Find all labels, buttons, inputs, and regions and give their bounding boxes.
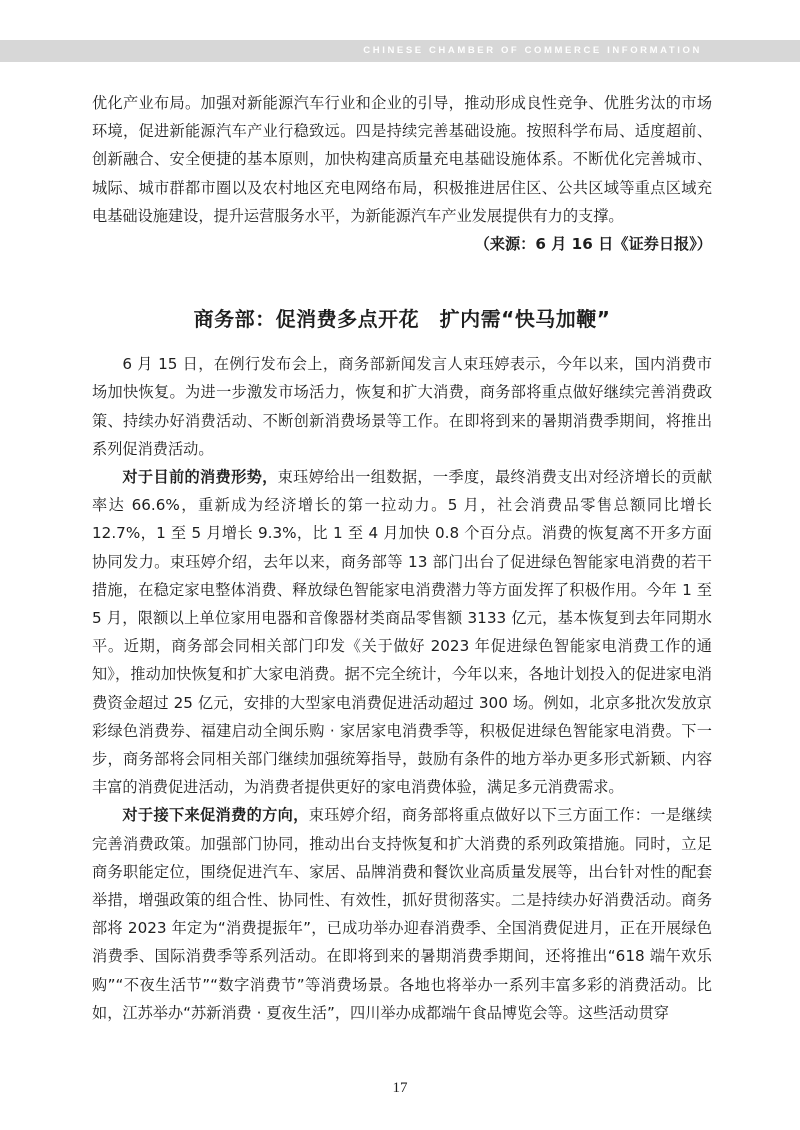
- page-number: 17: [392, 1080, 408, 1096]
- page-content: [92, 89, 712, 1027]
- paragraph-text: 6 月 15 日，在例行发布会上，商务部新闻发言人束珏婷表示，今年以来，国内消费市场加快恢复。为进一步激发市场活力，恢复和扩大消费，商务部将重点做好继续完善消费政策、持续办好消费活动、不断创新消费场景等工作。在即将到来的暑期消费季期间，将推出系列促消费活动。: [92, 355, 712, 458]
- article-paragraph-2: [92, 463, 712, 801]
- article-source: （来源：6 月 16 日《证券日报》）: [474, 235, 712, 254]
- article-paragraph-1: [92, 350, 712, 463]
- paragraph-lead: 对于目前的消费形势，: [122, 468, 278, 487]
- article-paragraph-3: [92, 801, 712, 1027]
- running-header: CHINESE CHAMBER OF COMMERCE INFORMATION: [363, 45, 702, 56]
- paragraph-lead: 对于接下来促消费的方向，: [122, 806, 309, 825]
- paragraph-text: 束珏婷介绍，商务部将重点做好以下三方面工作：一是继续完善消费政策。加强部门协同，推动出台支持恢复和扩大消费的系列政策措施。同时，立足商务职能定位，围绕促进汽车、家居、品牌消费和餐饮业高质量发展等，出台针对性的配套举措，增强政策的组合性、协同性、有效性，抓好贯彻落实。二是持续办好消费活动。商务部将 2023 年定为“消费提振年”，已成功举办迎春消费季、全国消费促进月，正在开展绿色消费季、国际消费季等系列活动。在即将到来的暑期消费季期间，还将推出“618 端午欢乐购”“不夜生活节”“数字消费节”等消费场景。各地也将举办一系列丰富多彩的消费活动。比如，江苏举办“苏新消费 · 夏夜生活”，四川举办成都端午食品博览会等。这些活动贯穿: [92, 806, 713, 1022]
- previous-article-tail: 优化产业布局。加强对新能源汽车行业和企业的引导，推动形成良性竞争、优胜劣汰的市场环境，促进新能源汽车产业行稳致远。四是持续完善基础设施。按照科学布局、适度超前、创新融合、安全便捷的基本原则，加快构建高质量充电基础设施体系。不断优化完善城市、城际、城市群都市圈以及农村地区充电网络布局，积极推进居住区、公共区域等重点区域充电基础设施建设，提升运营服务水平，为新能源汽车产业发展提供有力的支撑。: [92, 94, 712, 225]
- paragraph-text: 束珏婷给出一组数据，一季度，最终消费支出对经济增长的贡献率达 66.6%，重新成为经济增长的第一拉动力。5 月，社会消费品零售总额同比增长 12.7%，1 至 5 月增长 9.3%，比 1 至 4 月加快 0.8 个百分点。消费的恢复离不开多方面协同发力。束珏婷介绍，去年以来，商务部等 13 部门出台了促进绿色智能家电消费的若干措施，在稳定家电整体消费、释放绿色智能家电消费潜力等方面发挥了积极作用。今年 1 至 5 月，限额以上单位家用电器和音像器材类商品零售额 3133 亿元，基本恢复到去年同期水平。近期，商务部会同相关部门印发《关于做好 2023 年促进绿色智能家电消费工作的通知》，推动加快恢复和扩大家电消费。据不完全统计，今年以来，各地计划投入的促进家电消费资金超过 25 亿元，安排的大型家电消费促进活动超过 300 场。例如，北京多批次发放京彩绿色消费券、福建启动全闽乐购 · 家居家电消费季等，积极促进绿色智能家电消费。下一步，商务部将会同相关部门继续加强统筹指导，鼓励有条件的地方举办更多形式新颖、内容丰富的消费促进活动，为消费者提供更好的家电消费体验，满足多元消费需求。: [92, 468, 713, 797]
- article-title: 商务部：促消费多点开花 扩内需“快马加鞭”: [193, 307, 611, 332]
